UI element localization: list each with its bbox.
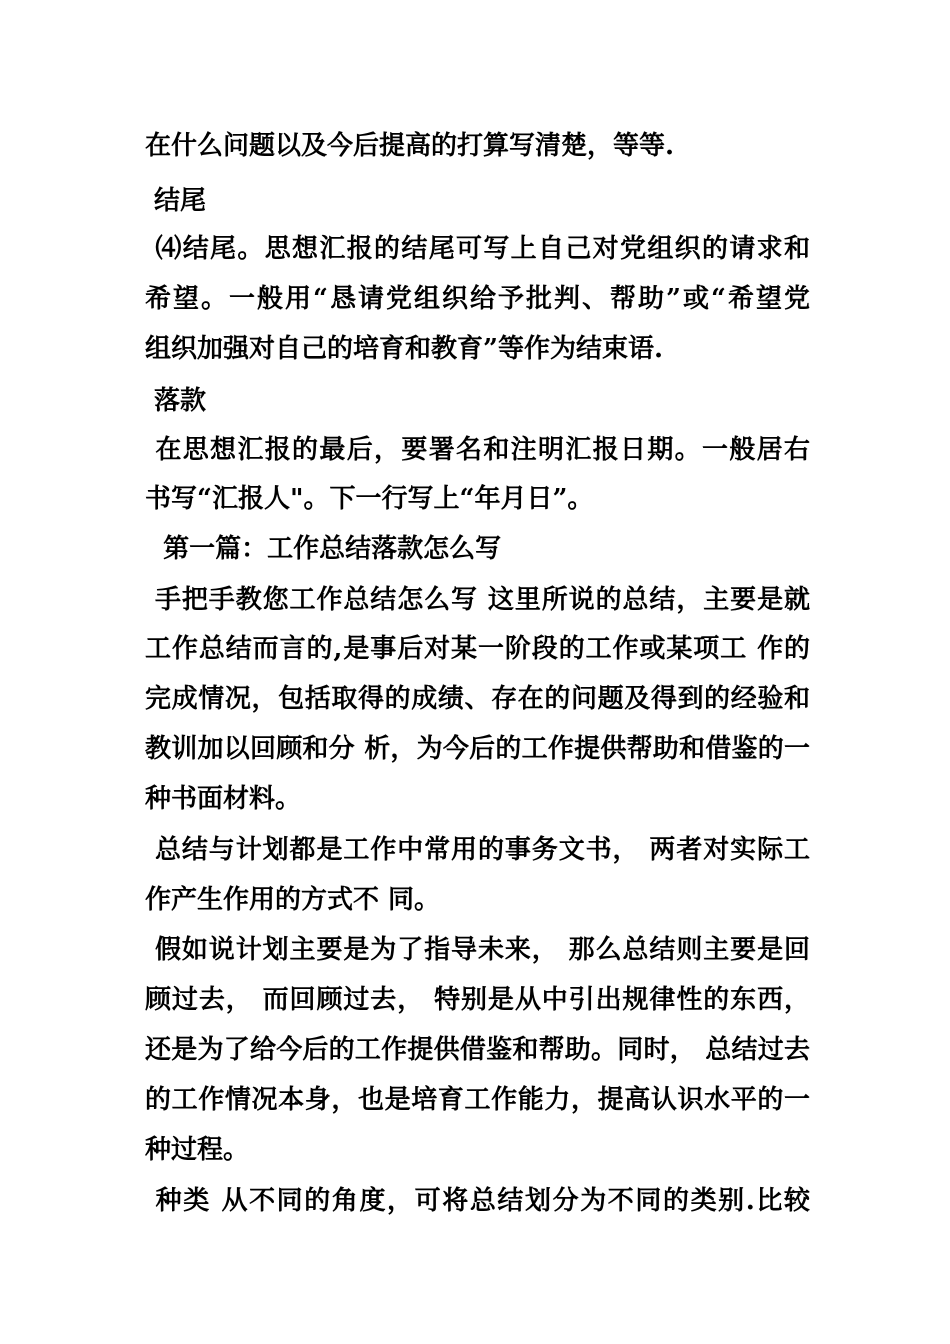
text-line: 的工作情况本身，也是培育工作能力，提高认识水平的一: [145, 1085, 810, 1115]
text-line: 完成情况，包括取得的成绩、存在的问题及得到的经验和: [145, 684, 810, 714]
text-line: 顾过去， 而回顾过去， 特别是从中引出规律性的东西，: [145, 985, 810, 1015]
text-line: 教训加以回顾和分 析，为今后的工作提供帮助和借鉴的一: [145, 734, 810, 764]
text-line: 书写“汇报人"。下一行写上“年月日”。: [145, 484, 594, 514]
text-line: 工作总结而言的,是事后对某一阶段的工作或某项工 作的: [145, 634, 810, 664]
text-line: 种类 从不同的角度，可将总结划分为不同的类别.比较: [145, 1186, 810, 1216]
text-line: ⑷结尾。思想汇报的结尾可写上自己对党组织的请求和: [145, 234, 810, 264]
text-line: 还是为了给今后的工作提供借鉴和帮助。同时， 总结过去: [145, 1035, 810, 1065]
text-line: 在思想汇报的最后，要署名和注明汇报日期。一般居右: [145, 435, 810, 465]
text-line: 种书面材料。: [145, 784, 302, 814]
text-line: 手把手教您工作总结怎么写 这里所说的总结，主要是就: [145, 585, 810, 615]
text-line: 组织加强对自己的培育和教育”等作为结束语.: [145, 334, 664, 364]
section-heading-signature: 落款: [145, 386, 207, 416]
text-line: 假如说计划主要是为了指导未来， 那么总结则主要是回: [145, 935, 810, 965]
text-line: 在什么问题以及今后提高的打算写清楚，等等.: [145, 131, 675, 161]
article-title: 第一篇：工作总结落款怎么写: [145, 534, 502, 564]
text-line: 希望。一般用“恳请党组织给予批判、帮助”或“希望党: [145, 284, 810, 314]
text-line: 种过程。: [145, 1135, 250, 1165]
text-line: 总结与计划都是工作中常用的事务文书， 两者对实际工: [145, 835, 810, 865]
text-line: 作产生作用的方式不 同。: [145, 885, 441, 915]
section-heading-ending: 结尾: [145, 186, 207, 216]
